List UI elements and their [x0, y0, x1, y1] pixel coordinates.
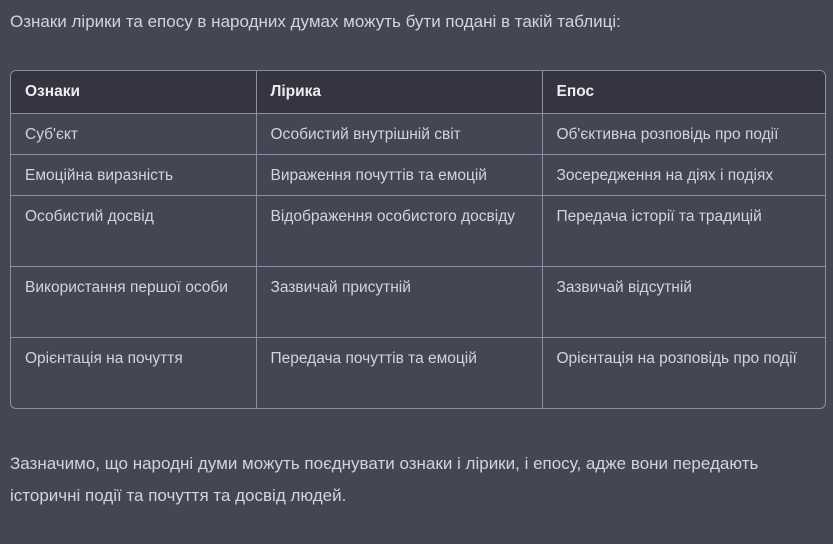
table-cell: Особистий внутрішній світ — [256, 113, 542, 154]
table-row — [11, 113, 825, 154]
table-cell: Зосередження на діях і подіях — [542, 154, 825, 195]
table-row — [11, 337, 825, 408]
table-header-row — [11, 71, 825, 113]
table-cell: Особистий досвід — [11, 195, 256, 266]
table-cell: Зазвичай присутній — [256, 266, 542, 337]
table-row — [11, 154, 825, 195]
table-row — [11, 266, 825, 337]
table-cell: Об'єктивна розповідь про події — [542, 113, 825, 154]
table-cell: Орієнтація на розповідь про події — [556, 349, 797, 367]
table-cell: Передача історії та традицій — [542, 195, 825, 266]
table-cell: Емоційна виразність — [11, 154, 256, 195]
header-cell-features: Ознаки — [11, 71, 256, 113]
table-row — [11, 195, 825, 266]
table-cell: Передача почуттів та емоцій — [256, 337, 542, 408]
table-cell: Орієнтація на почуття — [11, 337, 256, 408]
table-cell: Вираження почуттів та емоцій — [256, 154, 542, 195]
intro-paragraph: Ознаки лірики та епосу в народних думах можуть бути подані в такій таблиці: — [10, 12, 621, 31]
header-cell-lyric: Лірика — [256, 71, 542, 113]
table-cell: Зазвичай відсутній — [542, 266, 825, 337]
comparison-table — [10, 70, 826, 409]
outro-paragraph: Зазначимо, що народні думи можуть поєднувати ознаки і лірики, і епосу, адже вони передають історичні події та почуття та досвід людей. — [10, 454, 759, 505]
table-cell: Суб'єкт — [11, 113, 256, 154]
table-cell: Використання першої особи — [11, 266, 256, 337]
table-cell: Відображення особистого досвіду — [256, 195, 542, 266]
header-cell-epic: Епос — [542, 71, 825, 113]
